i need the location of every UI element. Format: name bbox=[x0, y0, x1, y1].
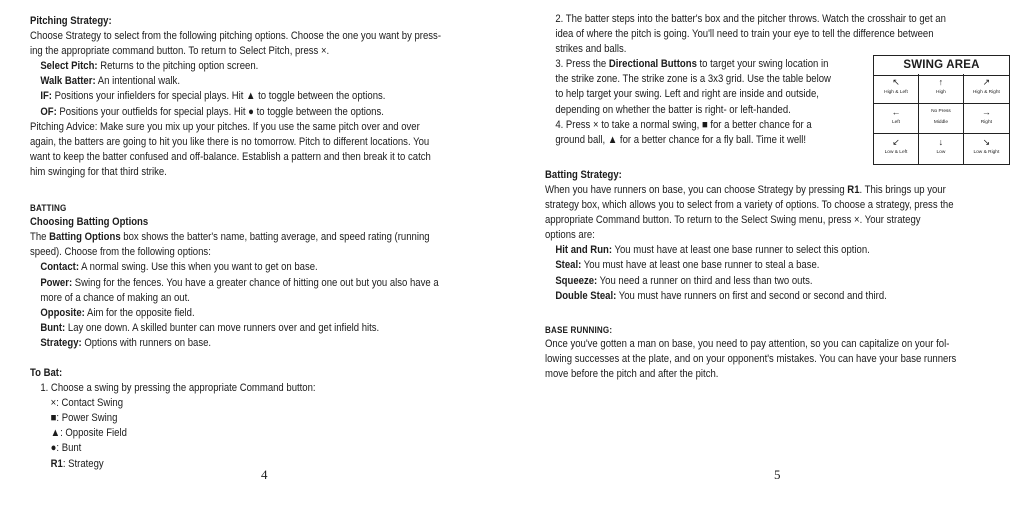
pitching-advice-line: want to keep the batter confused and off-balance. Establish a pattern and then break it to catch bbox=[30, 150, 431, 163]
arrow-down-right-icon: ↘ bbox=[982, 137, 991, 147]
batting-option: Power: Swing for the fences. You have a greater chance of hitting one out but you also have a bbox=[40, 276, 439, 289]
step-3-line: 3. Press the Directional Buttons to target your swing location in bbox=[555, 58, 829, 71]
base-running-line: Once you've gotten a man on base, you need to pay attention, so you can capitalize on your fol- bbox=[545, 337, 950, 350]
strategy-option: Steal: You must have at least one base runner to steal a base. bbox=[555, 259, 820, 272]
batting-strategy-line: strategy box, which allows you to select from a variety of options. To choose a strategy, press the bbox=[545, 199, 954, 212]
batting-intro-line: speed). Choose from the following options: bbox=[30, 246, 211, 259]
pitching-intro-line: Choose Strategy to select from the following pitching options. Choose the one you want by press- bbox=[30, 30, 442, 43]
page-number-right: 5 bbox=[774, 467, 781, 482]
pitching-option: OF: Positions your outfields for special plays. Hit ● to toggle between the options. bbox=[40, 105, 384, 118]
swing-option: ×: Contact Swing bbox=[50, 397, 124, 410]
swing-option: ●: Bunt bbox=[50, 442, 82, 455]
swing-cell-middle: No Press Middle bbox=[919, 104, 964, 134]
pitching-advice-line: again, the batters are going to hit you like there is no tomorrow. Pitch to different locations. You bbox=[30, 135, 430, 148]
step-3-line: the strike zone. The strike zone is a 3x3 grid. Use the table below bbox=[555, 73, 831, 86]
step-2-line: strikes and balls. bbox=[555, 43, 627, 56]
swing-cell-high-left: ↖ High & Left bbox=[874, 74, 919, 104]
base-running-section-title: BASE RUNNING: bbox=[545, 323, 613, 335]
swing-option: ▲: Opposite Field bbox=[50, 427, 127, 440]
step-4-line: ground ball, ▲ for a better chance for a fly ball. Time it well! bbox=[555, 133, 807, 146]
arrow-up-right-icon: ↗ bbox=[982, 77, 991, 87]
batting-option: Opposite: Aim for the opposite field. bbox=[40, 306, 195, 319]
left-page-content bbox=[30, 0, 501, 472]
swing-cell-high: ↑ High bbox=[919, 74, 964, 104]
arrow-right-icon: → bbox=[981, 107, 991, 117]
to-bat-heading: To Bat: bbox=[30, 366, 63, 379]
pitching-option: IF: Positions your infielders for special plays. Hit ▲ to toggle between the options. bbox=[40, 90, 386, 103]
pitching-option: Walk Batter: An intentional walk. bbox=[40, 75, 180, 88]
swing-area-grid bbox=[874, 74, 1009, 164]
batting-strategy-heading: Batting Strategy: bbox=[545, 168, 622, 181]
page-number-left: 4 bbox=[261, 467, 268, 482]
strategy-option: Hit and Run: You must have at least one base runner to select this option. bbox=[555, 244, 870, 257]
swing-cell-right: → Right bbox=[964, 104, 1009, 134]
circle-icon: ● bbox=[50, 442, 57, 455]
step-4-line: 4. Press × to take a normal swing, ■ for a better chance for a bbox=[555, 118, 812, 131]
left-page bbox=[30, 0, 502, 472]
arrow-up-icon: ↑ bbox=[938, 77, 944, 87]
base-running-line: lowing successes at the plate, and on your opponent's mistakes. You can have your base runners bbox=[545, 352, 957, 365]
swing-cell-low-right: ↘ Low & Right bbox=[964, 134, 1009, 164]
batting-strategy-line: When you have runners on base, you can choose Strategy by pressing R1. This brings up your bbox=[545, 183, 946, 196]
strategy-option: Squeeze: You need a runner on third and less than two outs. bbox=[555, 274, 813, 287]
batting-strategy-line: appropriate Command button. To return to the Select Swing menu, press ×. Your strategy bbox=[545, 214, 921, 227]
cross-icon: × bbox=[50, 397, 57, 410]
to-bat-step: 1. Choose a swing by pressing the appropriate Command button: bbox=[40, 382, 316, 395]
batting-option: Bunt: Lay one down. A skilled bunter can move runners over and get infield hits. bbox=[40, 321, 380, 334]
arrow-down-icon: ↓ bbox=[938, 137, 944, 147]
step-3-line: to help target your swing. Left and right are inside and outside, bbox=[555, 88, 819, 101]
pitching-advice-line: Pitching Advice: Make sure you mix up your pitches. If you use the same pitch over and over bbox=[30, 120, 420, 133]
batting-strategy-line: options are: bbox=[545, 229, 595, 242]
swing-cell-low-left: ↙ Low & Left bbox=[874, 134, 919, 164]
arrow-up-left-icon: ↖ bbox=[892, 77, 900, 87]
batting-option: Strategy: Options with runners on base. bbox=[40, 336, 212, 349]
triangle-icon: ▲ bbox=[50, 427, 61, 440]
strategy-option: Double Steal: You must have runners on first and second or second and third. bbox=[555, 289, 887, 302]
batting-section-title: BATTING bbox=[30, 202, 67, 214]
swing-option: ■: Power Swing bbox=[50, 412, 118, 425]
base-running-line: move before the pitch and after the pitch. bbox=[545, 367, 719, 380]
batting-options-heading: Choosing Batting Options bbox=[30, 216, 149, 229]
pitching-strategy-heading: Pitching Strategy: bbox=[30, 15, 112, 27]
step-3-line: depending on whether the batter is right- or left-handed. bbox=[555, 103, 791, 116]
step-2-line: 2. The batter steps into the batter's box and the pitcher throws. Watch the crosshair to get an bbox=[555, 13, 946, 25]
square-icon: ■ bbox=[50, 412, 57, 425]
batting-intro-line: The Batting Options box shows the batter's name, batting average, and speed rating (running bbox=[30, 231, 430, 244]
arrow-left-icon: ← bbox=[891, 107, 901, 117]
swing-cell-left: ← Left bbox=[874, 104, 919, 134]
swing-cell-low: ↓ Low bbox=[919, 134, 964, 164]
pitching-intro-line: ing the appropriate command button. To return to Select Pitch, press ×. bbox=[30, 45, 330, 58]
step-2-line: idea of where the pitch is going. You'll need to train your eye to tell the difference between bbox=[555, 28, 934, 41]
pitching-option: Select Pitch: Returns to the pitching option screen. bbox=[40, 60, 259, 73]
batting-option: Contact: A normal swing. Use this when you want to get on base. bbox=[40, 261, 318, 274]
swing-option: R1: Strategy bbox=[50, 457, 104, 470]
arrow-down-left-icon: ↙ bbox=[892, 137, 900, 147]
pitching-advice-line: him swinging for that third strike. bbox=[30, 165, 167, 178]
swing-area-title: SWING AREA bbox=[874, 58, 1009, 76]
swing-area-table bbox=[873, 55, 1010, 165]
batting-option-continued: more of a chance of making an out. bbox=[40, 291, 190, 304]
swing-cell-high-right: ↗ High & Right bbox=[964, 74, 1009, 104]
